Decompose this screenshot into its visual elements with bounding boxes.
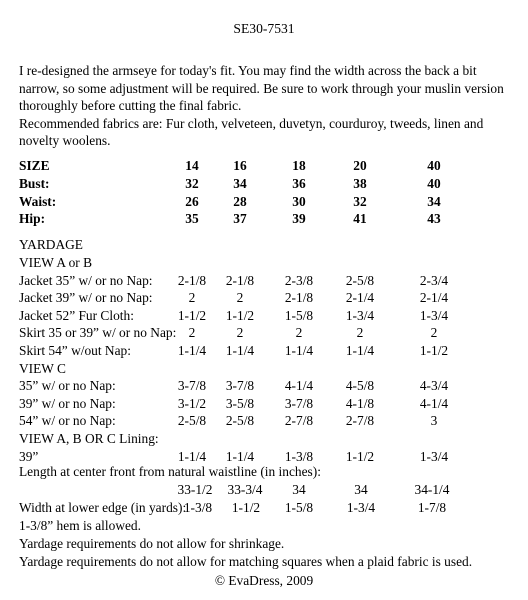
- value-cell: 36: [292, 175, 306, 191]
- intro-line: novelty woolens.: [19, 133, 111, 149]
- row-label: Waist:: [19, 193, 57, 209]
- yardage-row: [19, 289, 449, 307]
- value-cell: 2: [236, 325, 244, 341]
- value-cell: 2: [188, 325, 196, 341]
- intro-line: thoroughly before cutting the final fabric.: [19, 98, 242, 114]
- yardage-row: [19, 272, 449, 290]
- intro-line: narrow, so some adjustment will be required. Be sure to work through your muslin version: [19, 80, 504, 96]
- value-cell: 4-3/4: [419, 378, 449, 394]
- intro-line: Recommended fabrics are: Fur cloth, velveteen, duvetyn, courduroy, tweeds, linen and: [19, 115, 484, 131]
- intro-paragraph: [19, 62, 519, 150]
- value-cell: 2-3/8: [284, 272, 314, 288]
- length-value: 34-1/4: [414, 482, 450, 497]
- row-label: SIZE: [19, 158, 50, 173]
- value-cell: 32: [353, 193, 367, 209]
- value-cell: 4-5/8: [345, 378, 375, 394]
- note-shrinkage: Yardage requirements do not allow for shrinkage.: [19, 536, 285, 551]
- row-label: VIEW A, B OR C Lining:: [19, 431, 159, 446]
- value-cell: 3-5/8: [225, 395, 255, 411]
- value-cell: 37: [233, 211, 247, 227]
- value-cell: 1-1/4: [284, 343, 314, 358]
- value-cell: 2-1/8: [284, 290, 314, 306]
- value-cell: 1-3/4: [419, 307, 449, 323]
- width-value: 1-7/8: [417, 500, 447, 515]
- row-label: 35” w/ or no Nap:: [19, 378, 116, 394]
- yardage-row: [19, 307, 449, 325]
- row-label: VIEW C: [19, 360, 66, 376]
- value-cell: 1-1/4: [345, 343, 375, 358]
- row-label: 54” w/ or no Nap:: [19, 413, 116, 429]
- value-cell: 1-5/8: [284, 307, 314, 323]
- row-label: Bust:: [19, 175, 50, 191]
- value-cell: 1-3/4: [345, 307, 375, 323]
- value-cell: 1-1/4: [177, 343, 207, 358]
- value-cell: 18: [292, 158, 306, 173]
- value-cell: 34: [427, 193, 441, 209]
- value-cell: 41: [353, 211, 367, 227]
- yardage-row: [19, 324, 438, 342]
- width-label: Width at lower edge (in yards):: [19, 500, 187, 515]
- value-cell: 1-1/2: [345, 448, 375, 464]
- value-cell: 1-3/4: [419, 448, 449, 464]
- value-cell: 40: [427, 158, 441, 173]
- width-value: 1-1/2: [231, 500, 261, 515]
- row-label: Jacket 35” w/ or no Nap:: [19, 272, 153, 288]
- value-cell: 20: [353, 158, 367, 173]
- size-row: [19, 210, 441, 228]
- value-cell: 2: [188, 290, 196, 306]
- row-label: Skirt 35 or 39” w/ or no Nap:: [19, 325, 177, 341]
- yardage-row: [19, 430, 159, 448]
- value-cell: 16: [233, 158, 247, 173]
- value-cell: 40: [427, 175, 441, 191]
- value-cell: 2-1/8: [225, 272, 255, 288]
- yardage-row: [19, 360, 66, 378]
- note-plaid: Yardage requirements do not allow for matching squares when a plaid fabric is used.: [19, 554, 473, 569]
- value-cell: 4-1/4: [419, 395, 449, 411]
- value-cell: 1-3/8: [284, 448, 314, 464]
- value-cell: 34: [233, 175, 247, 191]
- value-cell: 2-7/8: [284, 413, 314, 429]
- value-cell: 2-1/8: [177, 272, 207, 288]
- intro-line: I re-designed the armseye for today's fit. You may find the width across the back a bit: [19, 63, 477, 78]
- value-cell: 2: [430, 325, 438, 341]
- value-cell: 26: [185, 193, 199, 209]
- value-cell: 2-5/8: [345, 272, 375, 288]
- length-value: 34: [292, 482, 306, 497]
- width-value: 1-5/8: [284, 500, 314, 515]
- value-cell: 1-1/2: [419, 343, 449, 358]
- value-cell: 2: [356, 325, 364, 341]
- yardage-heading: YARDAGE: [19, 237, 83, 252]
- value-cell: 30: [292, 193, 306, 209]
- value-cell: 1-1/2: [225, 307, 255, 323]
- value-cell: 3-1/2: [177, 395, 207, 411]
- value-cell: 32: [185, 175, 199, 191]
- value-cell: 2: [295, 325, 303, 341]
- value-cell: 1-1/4: [225, 343, 255, 358]
- value-cell: 2-5/8: [225, 413, 255, 429]
- length-value: 33-1/2: [177, 482, 213, 497]
- value-cell: 1-1/2: [177, 307, 207, 323]
- value-cell: 3-7/8: [284, 395, 314, 411]
- value-cell: 4-1/4: [284, 378, 314, 394]
- value-cell: 28: [233, 193, 247, 209]
- yardage-row: [19, 342, 449, 360]
- value-cell: 3: [430, 413, 438, 429]
- row-label: Hip:: [19, 211, 46, 227]
- value-cell: 3-7/8: [225, 378, 255, 394]
- pattern-number-title: SE30-7531: [233, 21, 295, 36]
- row-label: VIEW A or B: [19, 255, 93, 270]
- value-cell: 2-5/8: [177, 413, 207, 429]
- value-cell: 4-1/8: [345, 395, 375, 411]
- yardage-row: [19, 377, 449, 395]
- value-cell: 2-3/4: [419, 272, 449, 288]
- value-cell: 2: [236, 290, 244, 306]
- value-cell: 1-1/4: [177, 448, 207, 464]
- note-hem: 1-3/8” hem is allowed.: [19, 518, 141, 533]
- value-cell: 3-7/8: [177, 378, 207, 394]
- value-cell: 2-7/8: [345, 413, 375, 429]
- length-value: 33-3/4: [227, 482, 263, 497]
- yardage-row: [19, 254, 92, 272]
- value-cell: 2-1/4: [419, 290, 449, 306]
- row-label: 39”: [19, 448, 39, 464]
- row-label: 39” w/ or no Nap:: [19, 395, 116, 411]
- size-row: [19, 157, 441, 175]
- width-value: 1-3/8: [183, 500, 213, 515]
- value-cell: 35: [185, 211, 199, 227]
- size-row: [19, 175, 441, 193]
- yardage-row: [19, 395, 449, 413]
- length-heading: Length at center front from natural waistline (in inches):: [19, 464, 321, 479]
- row-label: Skirt 54” w/out Nap:: [19, 343, 131, 358]
- value-cell: 2-1/4: [345, 290, 375, 306]
- row-label: Jacket 39” w/ or no Nap:: [19, 290, 153, 306]
- value-cell: 39: [292, 211, 306, 227]
- row-label: Jacket 52” Fur Cloth:: [19, 307, 134, 323]
- width-values-row: [19, 499, 447, 517]
- value-cell: 1-1/4: [225, 448, 255, 464]
- value-cell: 14: [185, 158, 199, 173]
- yardage-row: [19, 412, 438, 430]
- size-row: [19, 193, 441, 211]
- width-value: 1-3/4: [346, 500, 376, 515]
- length-value: 34: [354, 482, 368, 497]
- copyright-footer: © EvaDress, 2009: [214, 573, 314, 588]
- value-cell: 38: [353, 175, 367, 191]
- value-cell: 43: [427, 211, 441, 227]
